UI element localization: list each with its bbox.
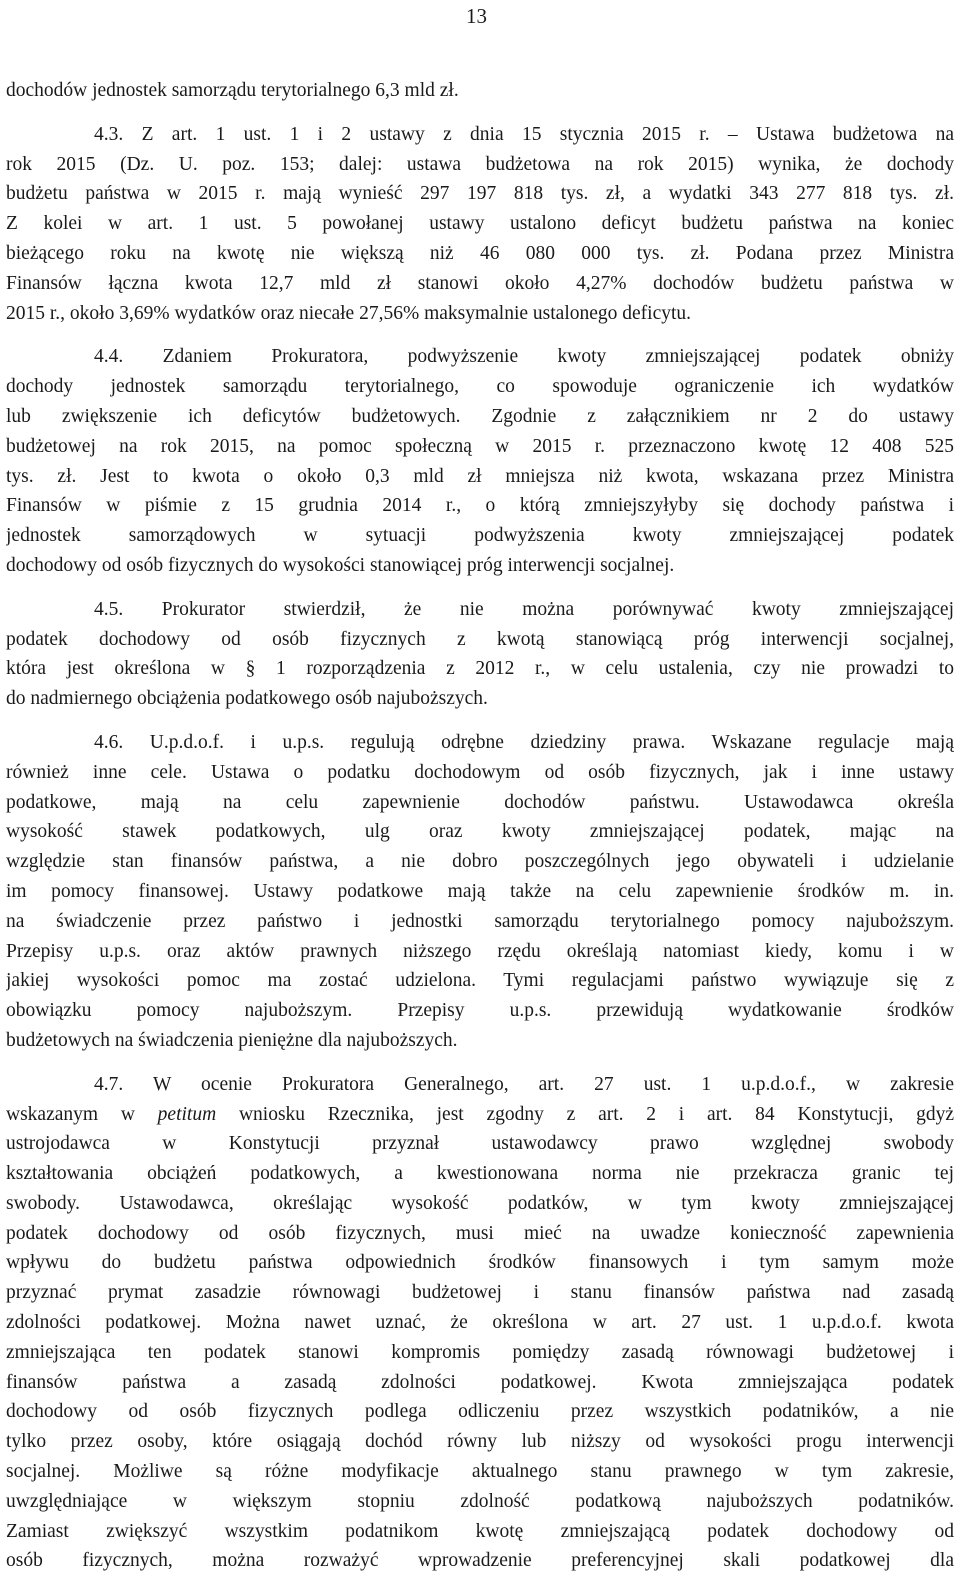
text-line: zdolności podatkowej. Można nawet uznać, że określona w art. 27 ust. 1 u.p.d.o.f. kwota (6, 1312, 954, 1334)
text-line: dochodowy od osób fizycznych podlega odliczeniu przez wszystkich podatników, a nie (6, 1401, 954, 1423)
text-line: przyznać prymat zasadzie równowagi budżetowej i stanu finansów państwa nad zasadą (6, 1282, 954, 1304)
italic-term: petitum (157, 1103, 217, 1125)
document-body (6, 76, 954, 1576)
text-line: 4.7. W ocenie Prokuratora Generalnego, art. 27 ust. 1 u.p.d.o.f., w zakresie (94, 1073, 954, 1095)
text-line: budżetu państwa w 2015 r. mają wynieść 297 197 818 tys. zł, a wydatki 343 277 818 tys. zł. (6, 183, 954, 205)
text-line: rok 2015 (Dz. U. poz. 153; dalej: ustawa budżetowa na rok 2015) wynika, że dochody (6, 153, 954, 175)
text-line: im pomocy finansowej. Ustawy podatkowe mają także na celu zapewnienie środków m. in. (6, 880, 954, 902)
text-line: zmniejszająca ten podatek stanowi kompromis pomiędzy zasadą równowagi budżetowej i (6, 1341, 954, 1363)
paragraph-4-3 (6, 120, 954, 329)
text-line: na świadczenie przez państwo i jednostki samorządu terytorialnego pomocy najuboższym. (6, 910, 954, 932)
text-line: jednostek samorządowych w sytuacji podwyższenia kwoty zmniejszającej podatek (6, 525, 954, 547)
text-line: kształtowania obciążeń podatkowych, a kwestionowana norma nie przekracza granic tej (6, 1163, 954, 1185)
text-line: Finansów łączna kwota 12,7 mld zł stanowi około 4,27% dochodów budżetu państwa w (6, 272, 954, 294)
text-line: uwzględniające w większym stopniu zdolność podatkową najuboższych podatników. (6, 1490, 954, 1512)
text-line: 4.3. Z art. 1 ust. 1 i 2 ustawy z dnia 15 stycznia 2015 r. – Ustawa budżetowa na (94, 123, 954, 145)
paragraph-4-7 (6, 1070, 954, 1577)
text-line: budżetowych na świadczenia pieniężne dla najuboższych. (6, 1029, 458, 1051)
text-line: również inne cele. Ustawa o podatku dochodowym od osób fizycznych, jak i inne ustawy (6, 761, 954, 783)
text-line: 2015 r., około 3,69% wydatków oraz niecałe 27,56% maksymalnie ustalonego deficytu. (6, 302, 692, 324)
page-number: 13 (466, 4, 487, 28)
paragraph-4-6 (6, 728, 954, 1056)
text-line: finansów państwa a zasadą zdolności podatkowej. Kwota zmniejszająca podatek (6, 1371, 954, 1393)
text-line: podatek dochodowy od osób fizycznych, musi mieć na uwadze konieczność zapewnienia (6, 1222, 954, 1244)
text-line: Przepisy u.p.s. oraz aktów prawnych niższego rzędu określają natomiast kiedy, komu i w (6, 940, 954, 962)
text-line: podatek dochodowy od osób fizycznych z kwotą stanowiącą próg interwencji socjalnej, (6, 628, 954, 650)
text-line: 4.6. U.p.d.o.f. i u.p.s. regulują odrębne dziedziny prawa. Wskazane regulacje mają (94, 731, 954, 753)
text-line: dochody jednostek samorządu terytorialnego, co spowoduje ograniczenie ich wydatków (6, 376, 954, 398)
text-line: która jest określona w § 1 rozporządzenia z 2012 r., w celu ustalenia, czy nie prowadzi to (6, 658, 954, 680)
text-line: Finansów w piśmie z 15 grudnia 2014 r., o którą zmniejszyłyby się dochody państwa i (6, 495, 954, 517)
text-line: dochodów jednostek samorządu terytorialnego 6,3 mld zł. (6, 80, 459, 101)
text-line: 4.5. Prokurator stwierdził, że nie można porównywać kwoty zmniejszającej (94, 598, 954, 620)
text-line: socjalnej. Możliwe są różne modyfikacje aktualnego stanu prawnego w tym zakresie, (6, 1461, 954, 1483)
text-line: bieżącego roku na kwotę nie większą niż 46 080 000 tys. zł. Podana przez Ministra (6, 242, 954, 264)
text-line: tys. zł. Jest to kwota o około 0,3 mld zł mniejsza niż kwota, wskazana przez Ministra (6, 465, 954, 487)
text-line: wpływu do budżetu państwa odpowiednich środków finansowych i tym samym może (6, 1252, 954, 1274)
text-line: dochodowy od osób fizycznych do wysokości stanowiącej próg interwencji socjalnej. (6, 554, 675, 576)
text-line: jakiej wysokości pomoc ma zostać udzielona. Tymi regulacjami państwo wywiązuje się z (6, 970, 954, 992)
text-line: tylko przez osoby, które osiągają dochód równy lub niższy od wysokości progu interwencji (6, 1431, 954, 1453)
text-line: Zamiast zwiększyć wszystkim podatnikom kwotę zmniejszającą podatek dochodowy od (6, 1520, 954, 1542)
text-line: Z kolei w art. 1 ust. 5 powołanej ustawy ustalono deficyt budżetu państwa na koniec (6, 213, 954, 235)
text-line: 4.4. Zdaniem Prokuratora, podwyższenie kwoty zmniejszającej podatek obniży (94, 346, 954, 368)
text-line: osób fizycznych, można rozważyć wprowadzenie preferencyjnej skali podatkowej dla (6, 1550, 954, 1572)
text-line: podatkowe, mają na celu zapewnienie dochodów państwu. Ustawodawca określa (6, 791, 954, 813)
text-line: wysokość stawek podatkowych, ulg oraz kwoty zmniejszającej podatek, mając na (6, 821, 954, 843)
text-line: lub zwiększenie ich deficytów budżetowych. Zgodnie z załącznikiem nr 2 do ustawy (6, 405, 954, 427)
paragraph-4-4 (6, 342, 954, 580)
text-line: wskazanym w petitum wniosku Rzecznika, jest zgodny z art. 2 i art. 84 Konstytucji, gdyż (6, 1103, 954, 1125)
text-line: względzie stan finansów państwa, a nie dobro poszczególnych jego obywateli i udzielanie (6, 851, 954, 873)
text-line: budżetowej na rok 2015, na pomoc społeczną w 2015 r. przeznaczono kwotę 12 408 525 (6, 435, 954, 457)
text-line: obowiązku pomocy najuboższym. Przepisy u.p.s. przewidują wydatkowanie środków (6, 1000, 954, 1022)
text-line-with-italic (6, 1100, 954, 1130)
text-line: swobody. Ustawodawca, określając wysokość podatków, w tym kwoty zmniejszającej (6, 1192, 954, 1214)
text-line: ustrojodawca w Konstytucji przyznał ustawodawcy prawo względnej swobody (6, 1133, 954, 1155)
text-line: do nadmiernego obciążenia podatkowego osób najuboższych. (6, 688, 488, 710)
paragraph-4-5 (6, 595, 954, 714)
paragraph-continuation (6, 76, 954, 106)
